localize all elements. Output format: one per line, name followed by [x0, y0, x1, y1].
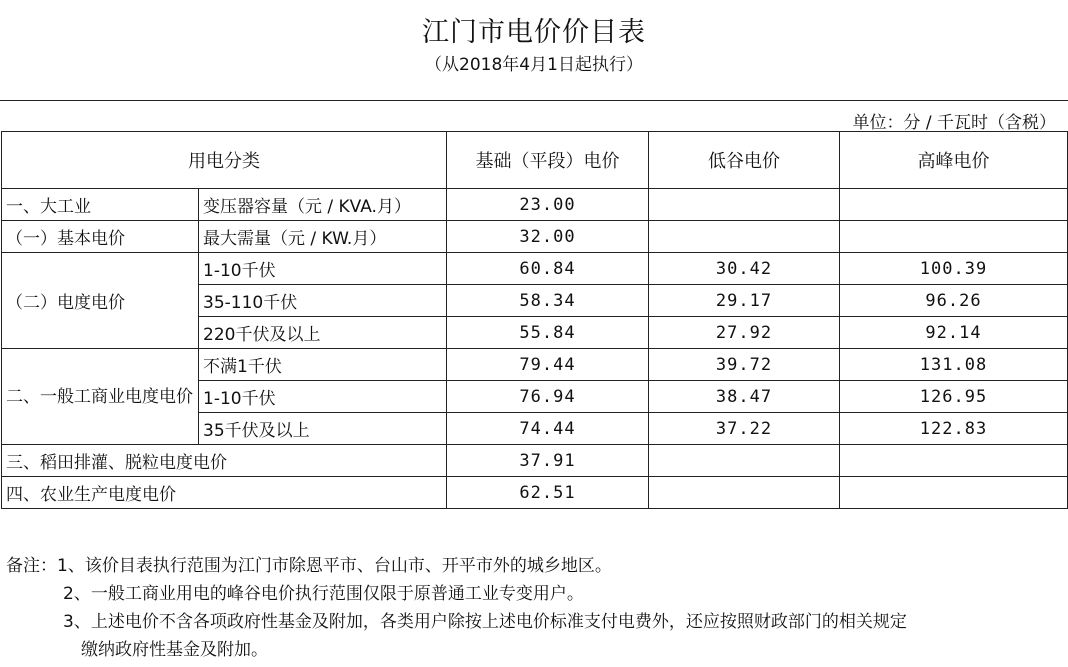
category-cell: 四、农业生产电度电价	[2, 477, 447, 509]
header-base: 基础（平段）电价	[447, 132, 649, 189]
base-price-cell: 32.00	[447, 221, 649, 253]
category-cell: 一、大工业	[2, 189, 199, 221]
base-price-cell: 74.44	[447, 413, 649, 445]
table-row	[2, 253, 1068, 285]
category-cell: （二）电度电价	[2, 253, 199, 349]
subcategory-cell: 35-110千伏	[199, 285, 447, 317]
valley-price-cell: 37.22	[649, 413, 840, 445]
valley-price-cell: 30.42	[649, 253, 840, 285]
base-price-cell: 60.84	[447, 253, 649, 285]
peak-price-cell: 96.26	[840, 285, 1068, 317]
category-cell: 二、一般工商业电度电价	[2, 349, 199, 445]
category-cell: 三、稻田排灌、脱粒电度电价	[2, 445, 447, 477]
notes-section	[6, 552, 907, 664]
subcategory-cell: 变压器容量（元 / KVA.月）	[199, 189, 447, 221]
base-price-cell: 79.44	[447, 349, 649, 381]
valley-price-cell: 27.92	[649, 317, 840, 349]
table-row	[2, 445, 1068, 477]
peak-price-cell: 131.08	[840, 349, 1068, 381]
base-price-cell: 76.94	[447, 381, 649, 413]
note-line: 3、上述电价不含各项政府性基金及附加，各类用户除按上述电价标准支付电费外，还应按照财政部门的相关规定	[63, 612, 907, 632]
header-row	[2, 132, 1068, 189]
subcategory-cell: 220千伏及以上	[199, 317, 447, 349]
subcategory-cell: 35千伏及以上	[199, 413, 447, 445]
peak-price-cell: 92.14	[840, 317, 1068, 349]
header-peak: 高峰电价	[840, 132, 1068, 189]
base-price-cell: 37.91	[447, 445, 649, 477]
base-price-cell: 55.84	[447, 317, 649, 349]
subcategory-cell: 不满1千伏	[199, 349, 447, 381]
page-title: 江门市电价价目表	[422, 17, 646, 48]
valley-price-cell	[649, 189, 840, 221]
valley-price-cell: 38.47	[649, 381, 840, 413]
note-line: 备注：1、该价目表执行范围为江门市除恩平市、台山市、开平市外的城乡地区。	[6, 556, 612, 576]
subcategory-cell: 1-10千伏	[199, 253, 447, 285]
table-row	[2, 349, 1068, 381]
page-subtitle: （从2018年4月1日起执行）	[425, 55, 643, 75]
table-row	[2, 477, 1068, 509]
valley-price-cell: 29.17	[649, 285, 840, 317]
divider	[0, 100, 1068, 101]
peak-price-cell: 126.95	[840, 381, 1068, 413]
valley-price-cell	[649, 445, 840, 477]
valley-price-cell	[649, 221, 840, 253]
category-cell: （一）基本电价	[2, 221, 199, 253]
peak-price-cell: 100.39	[840, 253, 1068, 285]
subcategory-cell: 1-10千伏	[199, 381, 447, 413]
peak-price-cell	[840, 445, 1068, 477]
valley-price-cell	[649, 477, 840, 509]
note-line: 缴纳政府性基金及附加。	[81, 640, 268, 660]
header-valley: 低谷电价	[649, 132, 840, 189]
unit-label: 单位：分 / 千瓦时（含税）	[852, 113, 1056, 133]
peak-price-cell: 122.83	[840, 413, 1068, 445]
peak-price-cell	[840, 189, 1068, 221]
table-row	[2, 189, 1068, 221]
peak-price-cell	[840, 221, 1068, 253]
subcategory-cell: 最大需量（元 / KW.月）	[199, 221, 447, 253]
valley-price-cell: 39.72	[649, 349, 840, 381]
header-category: 用电分类	[2, 132, 447, 189]
note-line: 2、一般工商业用电的峰谷电价执行范围仅限于原普通工业专变用户。	[63, 584, 584, 604]
base-price-cell: 58.34	[447, 285, 649, 317]
peak-price-cell	[840, 477, 1068, 509]
table-row	[2, 221, 1068, 253]
price-table	[1, 131, 1068, 509]
base-price-cell: 23.00	[447, 189, 649, 221]
base-price-cell: 62.51	[447, 477, 649, 509]
